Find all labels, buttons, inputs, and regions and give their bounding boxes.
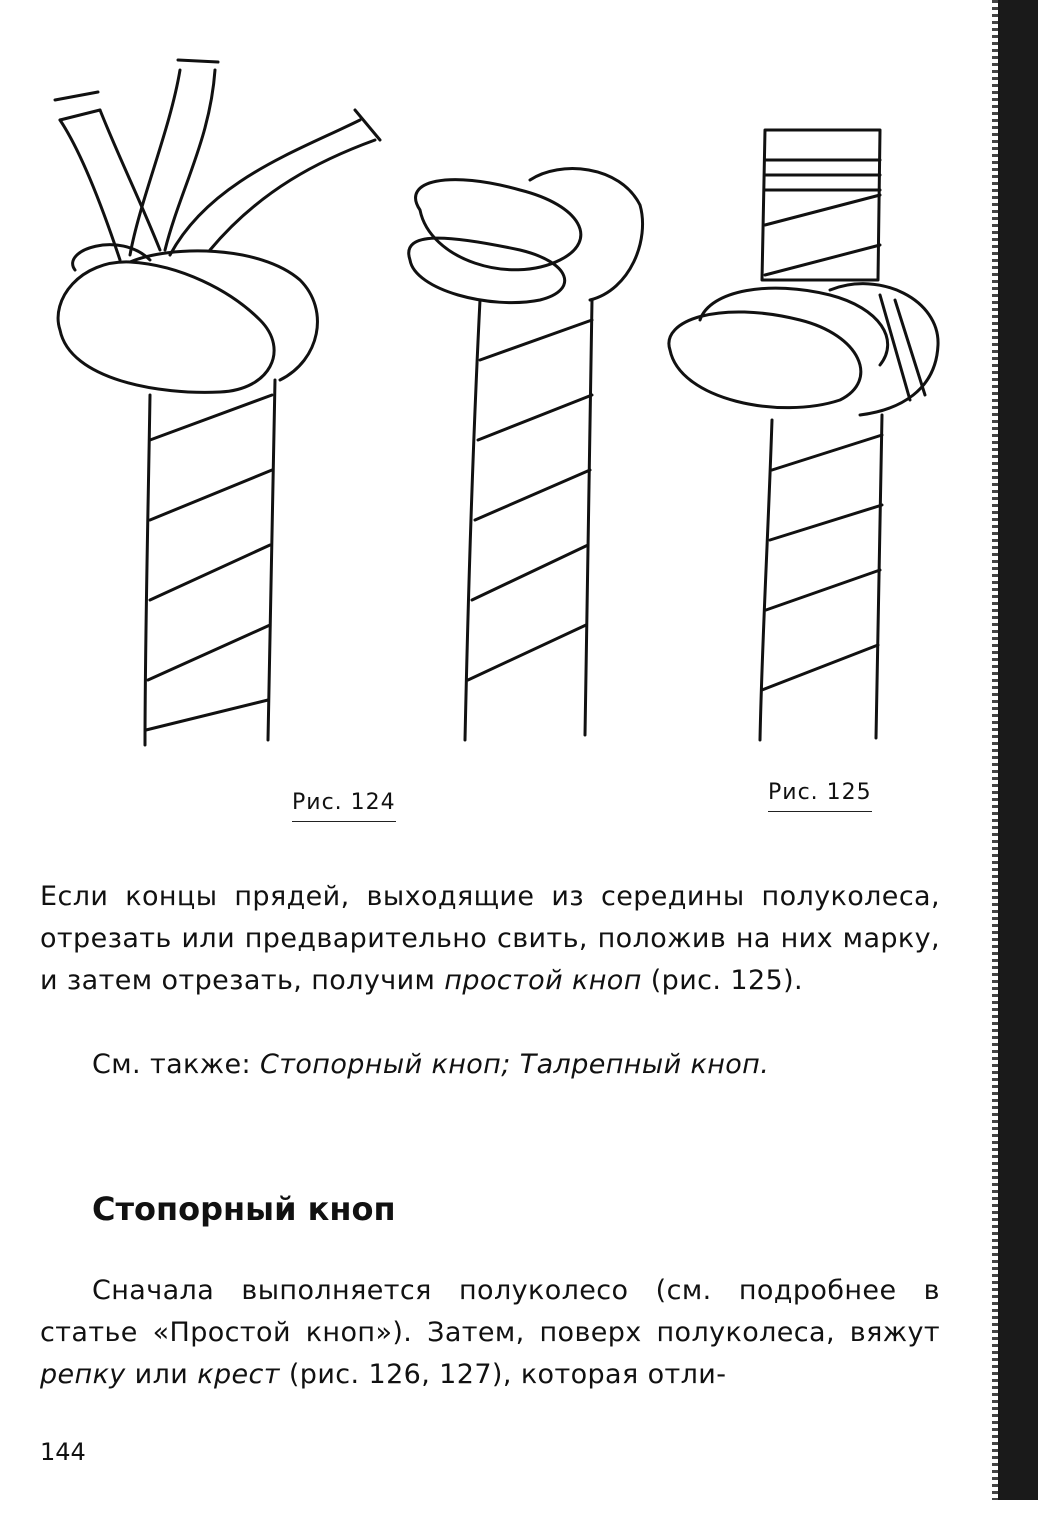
rope-knot-figure-125	[669, 130, 938, 740]
rope-knot-figure-124	[55, 60, 380, 745]
paragraph-stopper-knot: Сначала выполняется полуколесо (см. подробнее в статье «Простой кноп»). Затем, поверх полуколеса, вяжут репку или крест (рис. 126, 127), которая отли-	[40, 1275, 940, 1390]
rope-illustrations	[0, 0, 1000, 770]
page-number: 144	[40, 1438, 86, 1466]
paragraph-see-also: См. также: Стопорный кноп; Талрепный кноп.	[92, 1049, 770, 1080]
figure-caption-125: Рис. 125	[768, 780, 872, 812]
figure-caption-124: Рис. 124	[292, 790, 396, 822]
scan-edge	[998, 0, 1038, 1500]
section-heading: Стопорный кноп	[92, 1190, 396, 1228]
rope-knot-figure-middle	[409, 169, 643, 740]
paragraph-simple-knot: Если концы прядей, выходящие из середины полуколеса, отрезать или предварительно свить, положив на них марку, и затем отрезать, получим простой кноп (рис. 125).	[40, 881, 940, 996]
